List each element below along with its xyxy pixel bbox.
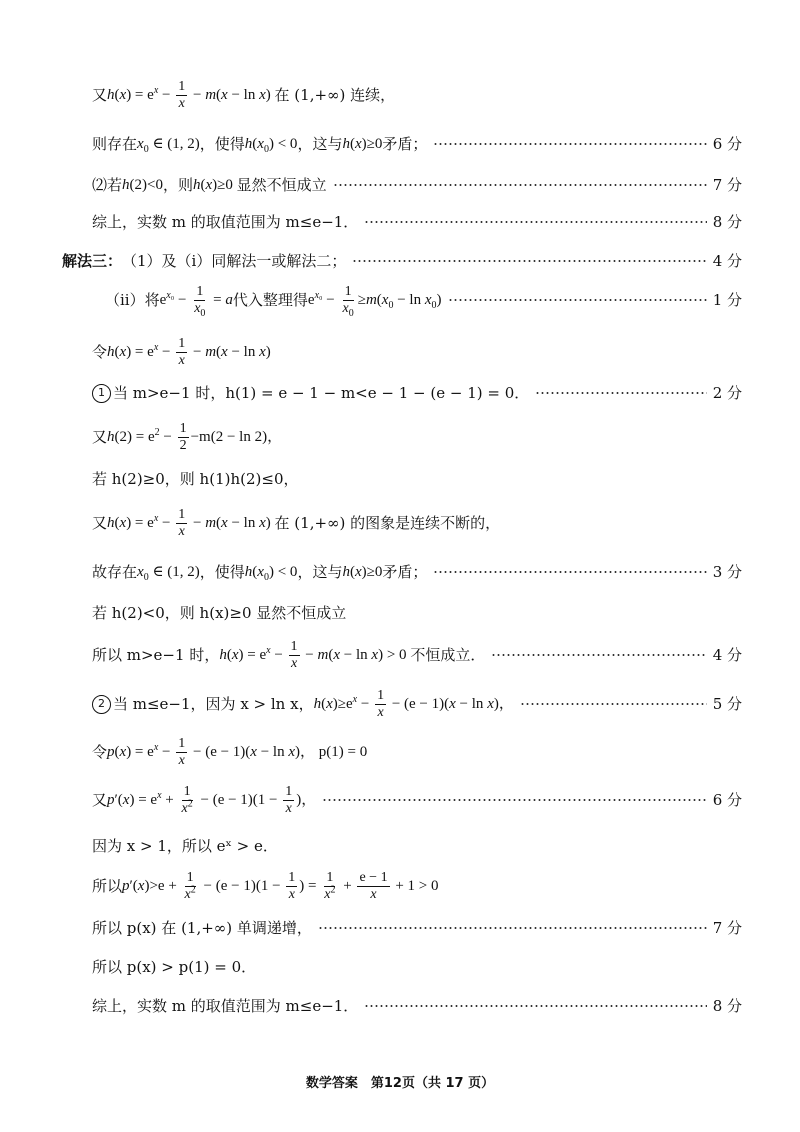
- formula: $x_0$ ∈ (1, 2): [137, 564, 200, 583]
- score-label: 3 分: [712, 563, 742, 581]
- solution-line: [92, 371, 742, 415]
- solution-line: [105, 278, 742, 322]
- solution-line: [92, 330, 742, 374]
- line-text: 令: [92, 343, 108, 361]
- line-text: 显然不恒成立: [236, 176, 327, 194]
- solution-line: [92, 73, 752, 117]
- line-text: （ii）将: [105, 291, 160, 309]
- leader-dots: [364, 221, 706, 223]
- line-text: ，这与: [297, 563, 343, 581]
- solution-line: [92, 824, 742, 868]
- circled-number: 1: [92, 384, 111, 403]
- line-text: 代入整理得: [232, 291, 308, 309]
- leader-dots: [352, 260, 706, 262]
- formula: h(x)≥0: [342, 564, 383, 580]
- formula: h(2)<0: [122, 177, 163, 193]
- formula: $p(x) = e^x$ − $\frac{1}{x}$ − (e − 1)(x − ln x)，: [107, 735, 319, 768]
- line-text: ⑵若: [92, 176, 123, 194]
- score-label: 6 分: [712, 791, 742, 809]
- formula: $h(x) = e^x$ − $\frac{1}{x}$ − m(x − ln x): [107, 335, 271, 368]
- solution-line: [92, 984, 742, 1028]
- formula: h(x)≥0: [192, 177, 237, 193]
- score-label: 6 分: [712, 135, 742, 153]
- solution-line: [92, 457, 742, 501]
- line-text: 又: [92, 514, 108, 532]
- line-text: （1）及（i）同解法一或解法二；: [122, 252, 347, 270]
- leader-dots: [520, 703, 707, 705]
- formula: $h(x)\ge e^x$ − $\frac{1}{x}$ − (e − 1)(x − ln x)，: [313, 687, 514, 720]
- solution-line: [92, 778, 742, 822]
- formula: −m(2 − ln 2)，: [190, 429, 283, 445]
- formula: p′(x)>e + $\frac{1}{x^2}$ − (e − 1)(1 − $\frac{1}{x}$ ) = $\frac{1}{x^2}$ + $\frac{e - 1}{x}$ + 1 > 0: [122, 869, 439, 902]
- line-text: 又: [92, 791, 108, 809]
- score-label: 5 分: [712, 695, 742, 713]
- score-label: 7 分: [712, 919, 742, 937]
- line-text: 当 m≤e−1，因为 x > ln x，: [113, 695, 314, 713]
- line-text: 在 (1,+∞) 连续，: [274, 86, 396, 104]
- score-label: 4 分: [712, 646, 742, 664]
- leader-dots: [318, 927, 707, 929]
- leader-dots: [322, 799, 706, 801]
- leader-dots: [364, 1005, 706, 1007]
- score-label: 8 分: [712, 997, 742, 1015]
- solution-line: [62, 239, 742, 283]
- leader-dots: [433, 143, 706, 145]
- line-text: 故存在: [92, 563, 138, 581]
- solution-line: [92, 122, 742, 166]
- score-label: 8 分: [712, 213, 742, 231]
- formula: $h(x_0) < 0$: [244, 136, 298, 155]
- solution-line: [92, 633, 742, 677]
- solution-line: [92, 906, 742, 950]
- leader-dots: [333, 184, 707, 186]
- line-text: 又: [92, 428, 108, 446]
- line-text: 令: [92, 743, 108, 761]
- line-text: 若 h(2)<0，则 h(x)≥0 显然不恒成立: [92, 604, 347, 622]
- score-label: 4 分: [712, 252, 742, 270]
- formula: $h(x_0) < 0$: [244, 564, 298, 583]
- score-label: 1 分: [712, 291, 742, 309]
- solution-line: [92, 415, 742, 459]
- line-text: 矛盾；: [382, 135, 428, 153]
- line-text: 所以 p(x) > p(1) = 0．: [92, 958, 257, 976]
- line-text: 若 h(2)≥0，则 h(1)h(2)≤0，: [92, 470, 299, 488]
- line-text: ，使得: [199, 135, 245, 153]
- solution-line: [92, 730, 742, 774]
- score-label: 7 分: [712, 176, 742, 194]
- formula: $h(x) = e^x$ − $\frac{1}{x}$ − m(x − ln x) > 0: [219, 638, 411, 671]
- leader-dots: [491, 654, 706, 656]
- solution-line: [92, 501, 742, 545]
- formula: $h(2) = e^2$ − $\frac{1}{2}$: [107, 420, 187, 453]
- score-label: 2 分: [712, 384, 742, 402]
- solution-line: [92, 200, 742, 244]
- formula: $h(x) = e^x$ − $\frac{1}{x}$ − m(x − ln x): [107, 506, 275, 539]
- line-text: 综上，实数 m 的取值范围为 m≤e−1．: [92, 997, 359, 1015]
- circled-number: 2: [92, 695, 111, 714]
- line-text: 所以 p(x) 在 (1,+∞) 单调递增，: [92, 919, 312, 937]
- formula: $p'(x) = e^x$ + $\frac{1}{x^2}$ − (e − 1)(1 − $\frac{1}{x}$ )，: [107, 783, 317, 816]
- line-text: 不恒成立．: [410, 646, 486, 664]
- formula: $e^{x_0}$ − $\frac{1}{x_0}$ = a: [159, 283, 233, 319]
- formula: $e^{x_0}$ − $\frac{1}{x_0}$ $\ge m(x_0 - \ln x_0)$: [307, 283, 442, 319]
- method-heading: 解法三：: [62, 252, 123, 270]
- line-text: ，这与: [297, 135, 343, 153]
- solution-line: [92, 591, 742, 635]
- line-text: 又: [92, 86, 108, 104]
- line-text: 因为 x > 1，所以 eˣ > e．: [92, 837, 278, 855]
- line-text: 则存在: [92, 135, 138, 153]
- formula: p(1) = 0: [318, 744, 368, 760]
- line-text: 综上，实数 m 的取值范围为 m≤e−1．: [92, 213, 359, 231]
- solution-line: [92, 682, 742, 726]
- line-text: 所以 m>e−1 时，: [92, 646, 220, 664]
- line-text: 矛盾；: [382, 563, 428, 581]
- solution-line: [92, 864, 742, 908]
- page-footer: 数学答案 第12页（共 17 页）: [305, 1076, 495, 1091]
- leader-dots: [535, 392, 706, 394]
- line-text: 在 (1,+∞) 的图象是连续不断的，: [274, 514, 501, 532]
- line-text: ，则: [162, 176, 193, 194]
- leader-dots: [433, 571, 706, 573]
- formula: $x_0$ ∈ (1, 2): [137, 136, 200, 155]
- leader-dots: [448, 299, 707, 301]
- solution-line: [92, 550, 742, 594]
- formula: h(x)≥0: [342, 136, 383, 152]
- solution-line: [92, 945, 742, 989]
- formula: $h(x) = e^x$ − $\frac{1}{x}$ − m(x − ln x): [107, 78, 275, 111]
- line-text: ，使得: [199, 563, 245, 581]
- line-text: 当 m>e−1 时，h(1) = e − 1 − m<e − 1 − (e − 1) = 0．: [113, 384, 530, 402]
- line-text: 所以: [92, 877, 123, 895]
